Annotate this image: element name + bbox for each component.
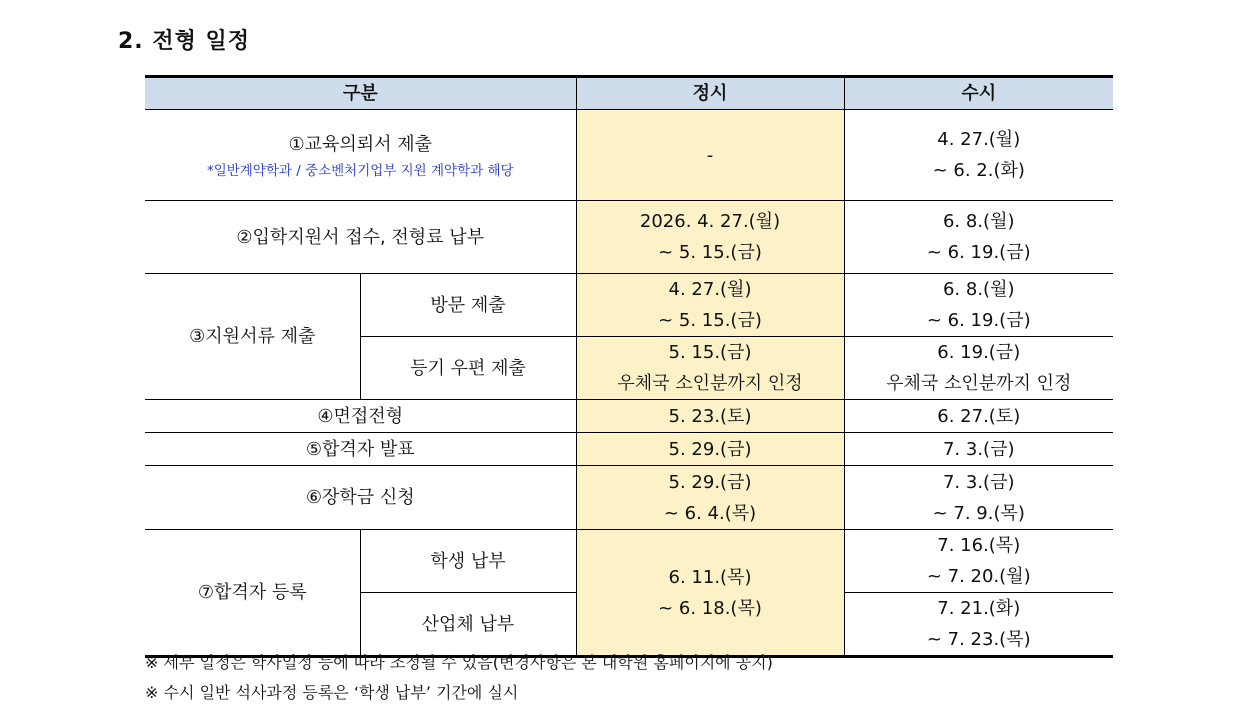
footnote: ※ 수시 일반 석사과정 등록은 ‘학생 납부’ 기간에 실시 [145,683,519,702]
susi-line: ~ 6. 19.(금) [926,242,1031,263]
jeongsi-line: 5. 15.(금) [668,342,752,363]
row-label: ③지원서류 제출 [145,274,360,400]
susi-line: 4. 27.(월) [937,129,1021,150]
susi-line: 우체국 소인분까지 인정 [886,373,1072,394]
header-susi: 수시 [844,77,1113,110]
row-label: ②입학지원서 접수, 전형료 납부 [145,201,576,274]
susi-cell [844,201,1113,274]
jeongsi-line: ~ 5. 15.(금) [658,310,762,331]
jeongsi-cell [576,337,844,400]
table-row [145,530,1113,593]
susi-line: ~ 7. 9.(목) [932,502,1025,524]
row-label: ⑦합격자 등록 [145,530,360,657]
header-category: 구분 [145,77,576,110]
schedule-table [145,75,1113,658]
row-label: ④면접전형 [145,400,576,433]
table-row [145,201,1113,274]
row-label: ⑥장학금 신청 [145,466,576,530]
row-note: *일반계약학과 / 중소벤처기업부 지원 계약학과 해당 [206,162,514,179]
jeongsi-cell [576,201,844,274]
table-row [145,433,1113,466]
table-row [145,274,1113,337]
susi-line: 6. 8.(월) [942,211,1015,232]
table-row [145,110,1113,201]
susi-line: ~ 6. 2.(화) [932,160,1025,181]
susi-line: ~ 7. 23.(목) [926,629,1031,650]
jeongsi-line: 우체국 소인분까지 인정 [617,373,803,394]
subrow-label: 산업체 납부 [360,593,576,657]
footnote: ※ 세부 일정은 학사일정 등에 따라 조정될 수 있음(변경사항은 본 대학원 홈페이지에 공지) [145,653,773,672]
row-label: ⑤합격자 발표 [145,433,576,466]
susi-line: ~ 6. 19.(금) [926,310,1031,331]
table-row [145,466,1113,530]
jeongsi-cell: 5. 23.(토) [576,400,844,433]
jeongsi-line: ~ 6. 18.(목) [658,597,762,619]
subrow-label: 학생 납부 [360,530,576,593]
jeongsi-line: 4. 27.(월) [668,279,752,300]
row-label [145,110,576,201]
susi-cell [844,466,1113,530]
jeongsi-cell: 5. 29.(금) [576,433,844,466]
susi-line: 7. 21.(화) [937,598,1021,619]
jeongsi-cell [576,274,844,337]
jeongsi-line: 6. 11.(목) [668,566,752,588]
jeongsi-line: 2026. 4. 27.(월) [639,211,781,232]
section-title: 2. 전형 일정 [118,29,250,54]
table-row [145,400,1113,433]
susi-cell [844,593,1113,657]
jeongsi-line: 5. 29.(금) [668,471,752,493]
susi-line: 7. 16.(목) [937,535,1021,556]
susi-cell: 7. 3.(금) [844,433,1113,466]
row-label-text: ①교육의뢰서 제출 [288,133,433,155]
jeongsi-line: ~ 5. 15.(금) [658,242,762,263]
susi-line: 6. 8.(월) [942,279,1015,300]
subrow-label: 방문 제출 [360,274,576,337]
subrow-label: 등기 우편 제출 [360,337,576,400]
susi-cell [844,530,1113,593]
susi-cell: 6. 27.(토) [844,400,1113,433]
jeongsi-line: ~ 6. 4.(목) [663,502,757,524]
header-row [145,77,1113,110]
susi-cell [844,110,1113,201]
jeongsi-cell [576,530,844,657]
jeongsi-cell [576,466,844,530]
susi-cell [844,274,1113,337]
susi-line: ~ 7. 20.(월) [926,566,1031,587]
susi-cell [844,337,1113,400]
susi-line: 6. 19.(금) [937,342,1021,363]
jeongsi-cell: - [576,110,844,201]
susi-line: 7. 3.(금) [942,471,1015,493]
header-jeongsi: 정시 [576,77,844,110]
